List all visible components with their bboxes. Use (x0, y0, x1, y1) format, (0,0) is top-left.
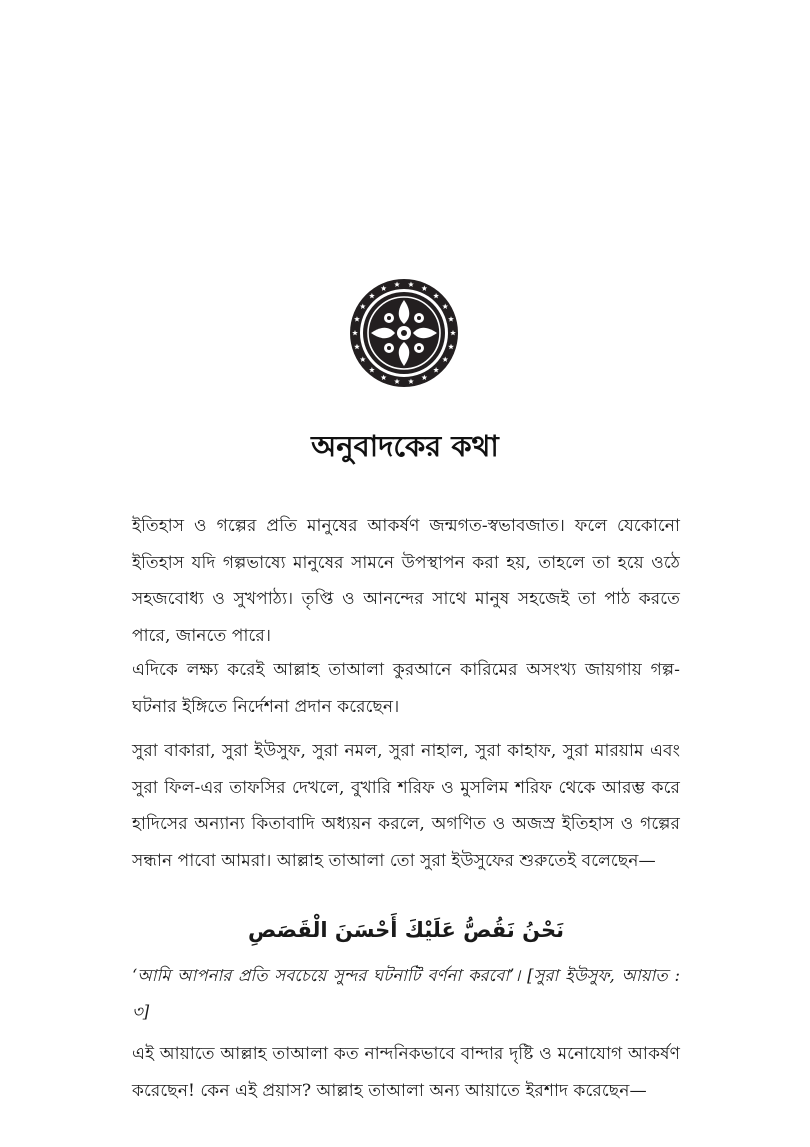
arabic-verse: نَحْنُ نَقُصُّ عَلَيْكَ أَحْسَنَ الْقَصَصِ (248, 918, 564, 942)
ornamental-medallion-icon (349, 278, 459, 388)
verse-translation (132, 958, 680, 1030)
paragraph-2: এদিকে লক্ষ্য করেই আল্লাহ তাআলা কুরআনে কারিমের অসংখ্য জায়গায় গল্প-ঘটনার ইঙ্গিতে নির্দেশনা প্রদান করেছেন। (132, 660, 680, 717)
paragraph-3: সুরা বাকারা, সুরা ইউসুফ, সুরা নমল, সুরা নাহাল, সুরা কাহাফ, সুরা মারয়াম এবং সুরা ফিল-এর তাফসির দেখলে, বুখারি শরিফ ও মুসলিম শরিফ থেকে আরম্ভ করে হাদিসের অন্যান্য কিতাবাদি অধ্যয়ন করলে, অগণিত ও অজস্র ইতিহাস ও গল্পের সন্ধান পাবো আমরা। আল্লাহ তাআলা তো সুরা ইউসুফের শুরুতেই বলেছেন— (132, 741, 680, 871)
page-title: অনুবাদকের কথা (311, 429, 499, 463)
paragraph-1: ইতিহাস ও গল্পের প্রতি মানুষের আকর্ষণ জন্মগত-স্বভাবজাত। ফলে যেকোনো ইতিহাস যদি গল্পভাষ্যে মানুষের সামনে উপস্থাপন করা হয়, তাহলে তা হয়ে ওঠে সহজবোধ্য ও সুখপাঠ্য। তৃপ্তি ও আনন্দের সাথে মানুষ সহজেই তা পাঠ করতে পারে, জানতে পারে। (132, 516, 680, 646)
translation-text: ‘আমি আপনার প্রতি সবচেয়ে সুন্দর ঘটনাটি বর্ণনা করবো’। (132, 966, 521, 985)
verse-reference: [সুরা ইউসুফ, আয়াত : ৩] (132, 966, 681, 1021)
paragraph-4: এই আয়াতে আল্লাহ তাআলা কত নান্দনিকভাবে বান্দার দৃষ্টি ও মনোযোগ আকর্ষণ করেছেন! কেন এই প্রয়াস? আল্লাহ তাআলা অন্য আয়াতে ইরশাদ করেছেন— (132, 1044, 680, 1101)
